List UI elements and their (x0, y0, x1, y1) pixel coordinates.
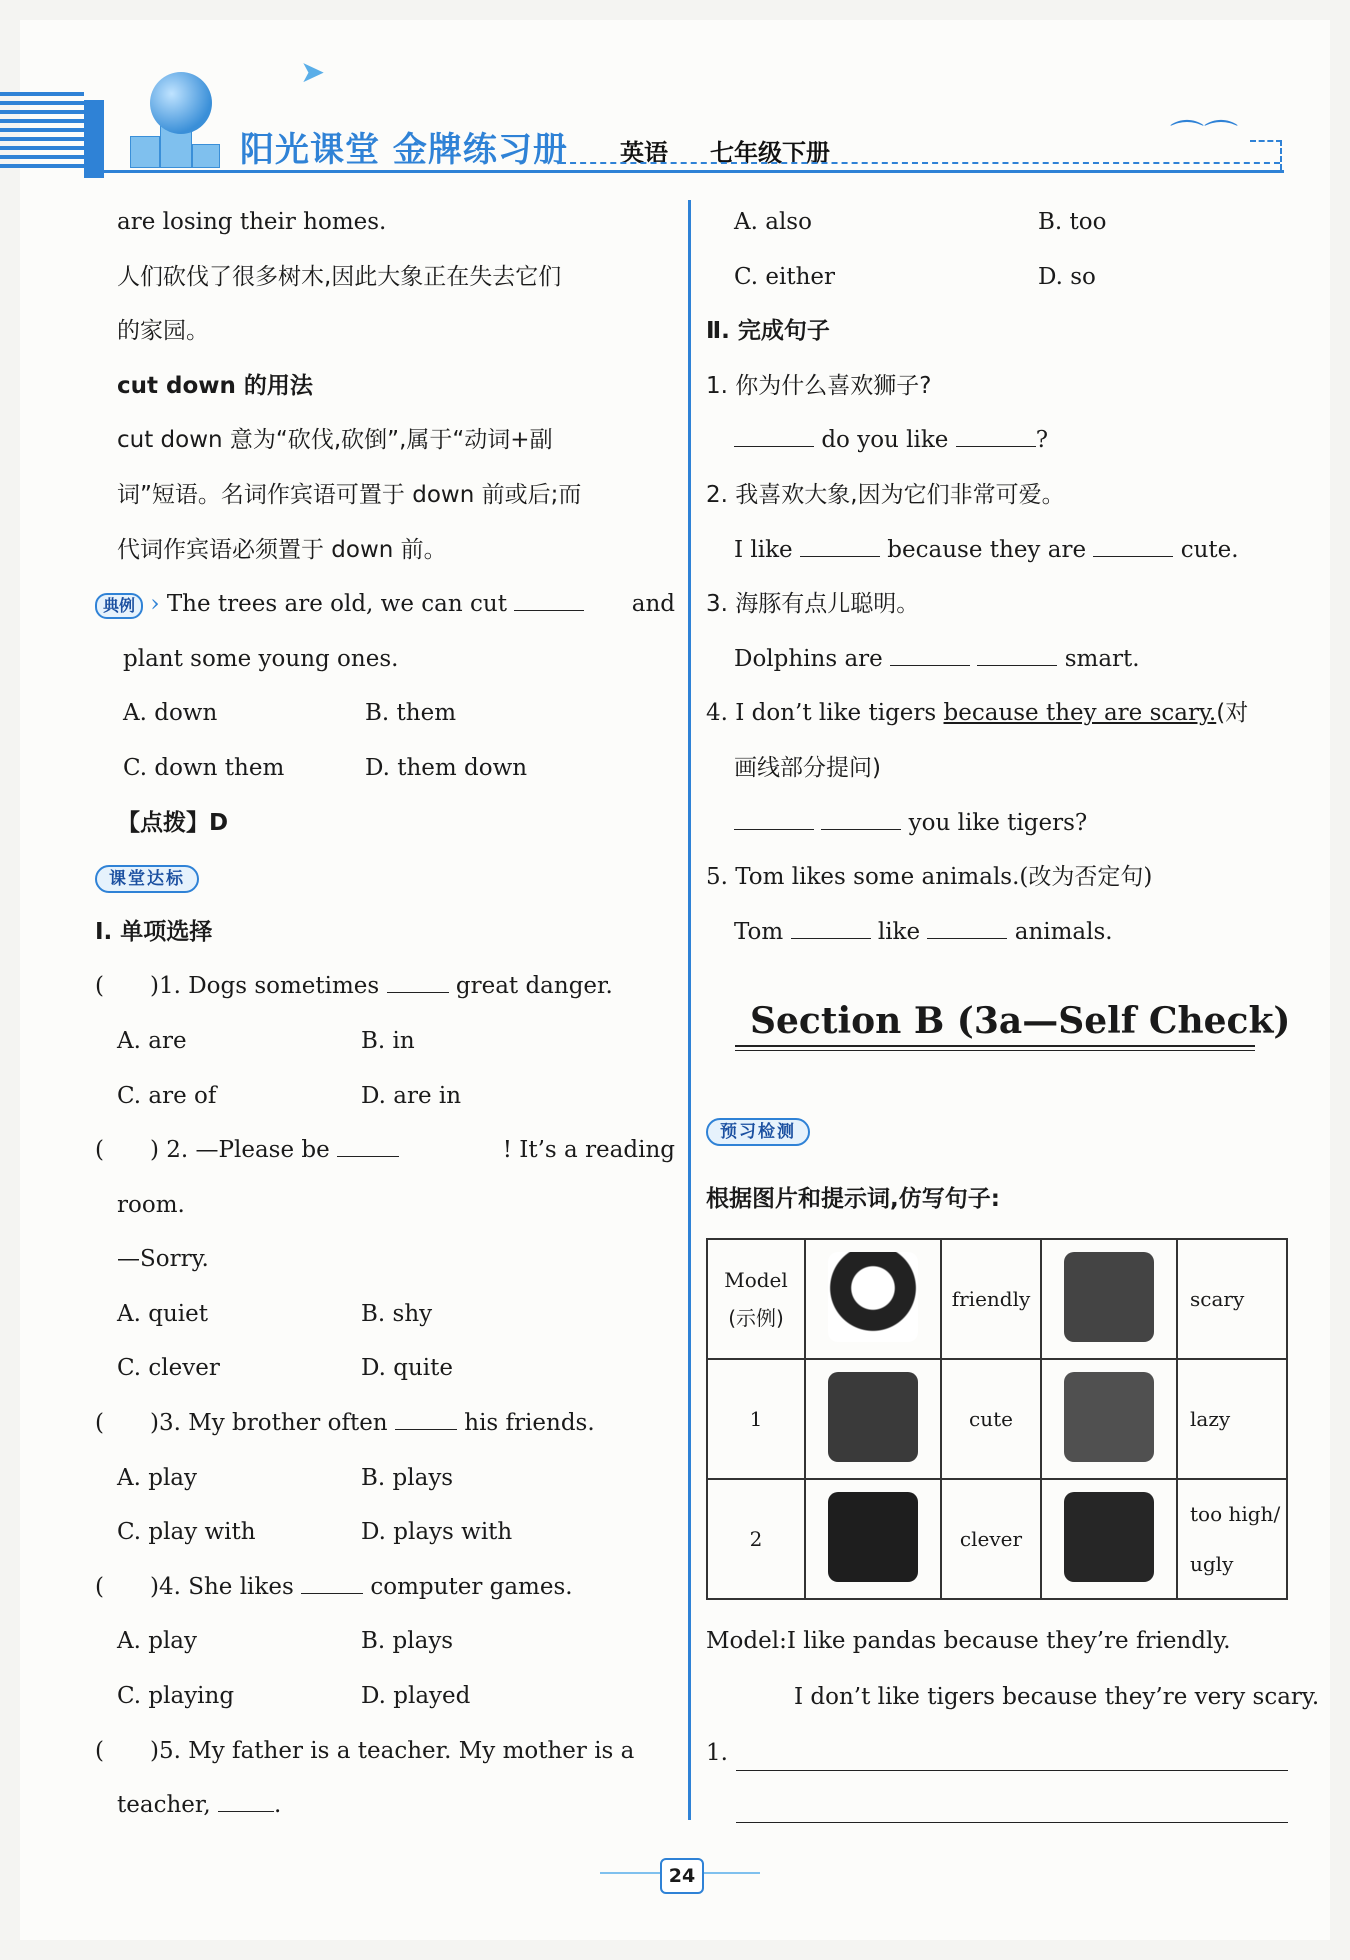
question-text: ( )1. Dogs sometimes (95, 973, 380, 1000)
table-row (707, 1479, 1287, 1599)
picture-cell (805, 1359, 941, 1479)
option-row (706, 250, 1296, 305)
option-row (95, 1069, 675, 1124)
text-line: are losing their homes. (117, 209, 387, 235)
question-text: ( )3. My brother often (95, 1410, 388, 1437)
left-column (95, 195, 675, 1833)
picture-cell (1041, 1239, 1177, 1359)
option-b[interactable]: B. shy (361, 1300, 433, 1327)
dolphin-icon (828, 1492, 918, 1582)
sentence-text: Dolphins are (734, 645, 883, 672)
question-text: teacher, (117, 1792, 211, 1819)
question-5: ( )5. My father is a teacher. My mother is a (95, 1737, 635, 1764)
option-row (95, 686, 675, 741)
option-d[interactable]: D. so (1038, 263, 1096, 290)
answer-blank[interactable] (956, 421, 1036, 447)
text-line: cut down 意为“砍伐,砍倒”,属于“动词+副 (117, 427, 553, 454)
question-3 (95, 1396, 675, 1451)
section-rule (735, 1045, 1255, 1047)
picture-cell (805, 1239, 941, 1359)
option-row (95, 1451, 675, 1506)
question-2 (95, 1123, 675, 1178)
answer-blank[interactable] (1093, 530, 1173, 556)
option-row (95, 1287, 675, 1342)
option-row (95, 741, 675, 796)
elephant-icon (1064, 1372, 1154, 1462)
answer-blank[interactable] (821, 803, 901, 829)
sentence-text: like (877, 918, 921, 945)
row-label: 2 (707, 1479, 805, 1599)
question-text: ( )4. She likes (95, 1573, 294, 1600)
text-line: 代词作宾语必须置于 down 前。 (117, 536, 447, 563)
picture-table (706, 1238, 1288, 1600)
option-d[interactable]: D. plays with (361, 1519, 513, 1546)
answer-blank[interactable] (387, 967, 449, 993)
sentence-text: Tom (734, 918, 784, 945)
question-text: room. (117, 1191, 185, 1218)
sentence-text: (对 (1216, 700, 1249, 727)
sentence-text: 4. I don’t like tigers (706, 700, 937, 727)
answer-blank[interactable] (395, 1404, 457, 1430)
model-sentence-1: Model:I like pandas because they’re friendly. (706, 1628, 1231, 1654)
answer-blank[interactable] (301, 1568, 363, 1594)
tip: 【点拨】D (117, 809, 229, 836)
sentence-text: 画线部分提问) (734, 754, 881, 781)
answer-line: do you like ? (706, 413, 1296, 468)
option-row (95, 1505, 675, 1560)
option-c[interactable]: C. down them (123, 754, 285, 781)
sentence-text: because they are (887, 536, 1087, 563)
answer-line (706, 796, 1296, 851)
text-line: 词”短语。名词作宾语可置于 down 前或后;而 (117, 481, 582, 508)
answer-writing-line[interactable] (736, 1822, 1288, 1823)
question-1 (95, 959, 675, 1014)
option-c[interactable]: C. either (734, 263, 836, 290)
option-b[interactable]: B. in (361, 1027, 415, 1054)
header-bar (84, 100, 104, 178)
answer-blank[interactable] (734, 803, 814, 829)
text-line: 人们砍伐了很多树木,因此大象正在失去它们 (117, 263, 562, 290)
question-text: —Sorry. (117, 1246, 209, 1273)
answer-line (706, 523, 1296, 578)
sentence-3: 3. 海豚有点儿聪明。 (706, 591, 920, 618)
word-text: ugly (1190, 1552, 1234, 1576)
option-a[interactable]: A. down (123, 700, 218, 727)
subject-label: 英语 (620, 139, 668, 167)
header-end-mark (1250, 140, 1282, 170)
option-b[interactable]: B. too (1038, 209, 1107, 235)
answer-blank[interactable] (927, 912, 1007, 938)
right-column (706, 195, 1296, 959)
sentence-text: animals. (1014, 918, 1113, 945)
table-row (707, 1359, 1287, 1479)
answer-blank[interactable] (800, 530, 880, 556)
word-cell (1177, 1479, 1287, 1599)
option-b[interactable]: B. plays (361, 1464, 454, 1491)
section-tag: 课堂达标 (95, 865, 199, 893)
option-b[interactable]: B. plays (361, 1628, 454, 1655)
option-c[interactable]: C. playing (117, 1683, 235, 1710)
sentence-2: 2. 我喜欢大象,因为它们非常可爱。 (706, 481, 1065, 508)
question-text: The trees are old, we can cut (166, 591, 507, 618)
example-tag: 典例 (95, 593, 143, 619)
word-cell: cute (941, 1359, 1041, 1479)
row-label-text: (示例) (728, 1306, 784, 1330)
section-tag-row (95, 850, 675, 905)
row-label: 1 (707, 1359, 805, 1479)
question-text: ( ) 2. —Please be (95, 1137, 330, 1164)
instruction: 根据图片和提示词,仿写句子: (706, 1186, 1000, 1212)
picture-cell (1041, 1359, 1177, 1479)
column-divider (688, 200, 691, 1820)
answer-line (706, 905, 1296, 960)
question-text: ! It’s a reading (502, 1137, 675, 1164)
sentence-text: I like (734, 536, 793, 563)
answer-blank[interactable] (734, 421, 814, 447)
answer-blank[interactable] (218, 1786, 274, 1812)
option-row (95, 1341, 675, 1396)
option-row (95, 1669, 675, 1724)
question-text: his friends. (464, 1410, 595, 1437)
panda-icon (828, 1252, 918, 1342)
word-cell: friendly (941, 1239, 1041, 1359)
paper-plane-icon: ➤ (300, 55, 326, 90)
tiger-icon (1064, 1252, 1154, 1342)
word-cell: scary (1177, 1239, 1287, 1359)
word-cell: lazy (1177, 1359, 1287, 1479)
answer-blank[interactable] (977, 639, 1057, 665)
section-rule (735, 1050, 1255, 1051)
option-a[interactable]: A. play (117, 1464, 198, 1491)
question-text: great danger. (455, 973, 613, 1000)
answer-line (706, 632, 1296, 687)
question-text: plant some young ones. (123, 645, 399, 672)
option-c[interactable]: C. clever (117, 1355, 220, 1382)
preview-tag-row (706, 1118, 810, 1146)
option-d[interactable]: D. are in (361, 1082, 462, 1109)
section-title: Section B (3a—Self Check) (750, 1000, 1291, 1042)
preview-tag: 预习检测 (706, 1118, 810, 1146)
usage-title: cut down 的用法 (117, 372, 313, 399)
sentence-text: you like tigers? (908, 809, 1088, 836)
option-a[interactable]: A. are (117, 1027, 187, 1054)
answer-blank[interactable] (890, 639, 970, 665)
answer-number: 1. (706, 1740, 728, 1766)
koala-icon (828, 1372, 918, 1462)
option-row (95, 1014, 675, 1069)
option-a[interactable]: A. quiet (117, 1300, 208, 1327)
underlined-phrase: because they are scary. (943, 700, 1217, 727)
part-heading: Ⅰ. 单项选择 (95, 918, 213, 945)
giraffe-icon (1064, 1492, 1154, 1582)
picture-cell (805, 1479, 941, 1599)
header-line (104, 170, 1284, 173)
header-dash (560, 162, 1280, 164)
option-c[interactable]: C. play with (117, 1519, 256, 1546)
answer-blank[interactable] (791, 912, 871, 938)
header-stripes (0, 92, 84, 170)
option-row (706, 195, 1296, 250)
question-text: and (631, 591, 675, 618)
answer-writing-line[interactable] (736, 1770, 1288, 1771)
word-text: too high/ (1190, 1502, 1281, 1526)
footer (600, 1858, 760, 1892)
brand-title: 阳光课堂 金牌练习册 (240, 130, 568, 170)
option-b[interactable]: B. them (365, 700, 457, 727)
example-question: 典例 › The trees are old, we can cut and (95, 577, 675, 632)
option-a[interactable]: A. play (117, 1628, 198, 1655)
sentence-text: cute. (1180, 536, 1239, 563)
option-d[interactable]: D. them down (365, 754, 528, 781)
option-c[interactable]: C. are of (117, 1082, 217, 1109)
option-a[interactable]: A. also (734, 209, 812, 235)
question-text: teacher, . (95, 1778, 675, 1833)
grade-label: 七年级下册 (710, 139, 830, 167)
sentence-text: smart. (1064, 645, 1140, 672)
option-d[interactable]: D. played (361, 1683, 471, 1710)
sentence-5: 5. Tom likes some animals.(改为否定句) (706, 864, 1153, 891)
text-line: 的家园。 (117, 318, 209, 345)
row-label-text: Model (724, 1268, 788, 1292)
sentence-4 (706, 686, 1296, 741)
sentence-text: do you like (821, 427, 949, 454)
bird-icon: ⌒⌒ (1170, 118, 1238, 158)
question-text: computer games. (370, 1573, 573, 1600)
answer-blank[interactable] (337, 1131, 399, 1157)
picture-cell (1041, 1479, 1177, 1599)
word-cell: clever (941, 1479, 1041, 1599)
globe-icon (150, 72, 212, 134)
row-label (707, 1239, 805, 1359)
page-number: 24 (660, 1858, 704, 1894)
option-row (95, 1614, 675, 1669)
sentence-1: 1. 你为什么喜欢狮子? (706, 372, 932, 399)
part-heading: Ⅱ. 完成句子 (706, 318, 830, 345)
answer-blank[interactable] (514, 585, 584, 611)
model-sentence-2: I don’t like tigers because they’re very scary. (794, 1684, 1320, 1710)
table-row (707, 1239, 1287, 1359)
option-d[interactable]: D. quite (361, 1355, 453, 1382)
question-4 (95, 1560, 675, 1615)
